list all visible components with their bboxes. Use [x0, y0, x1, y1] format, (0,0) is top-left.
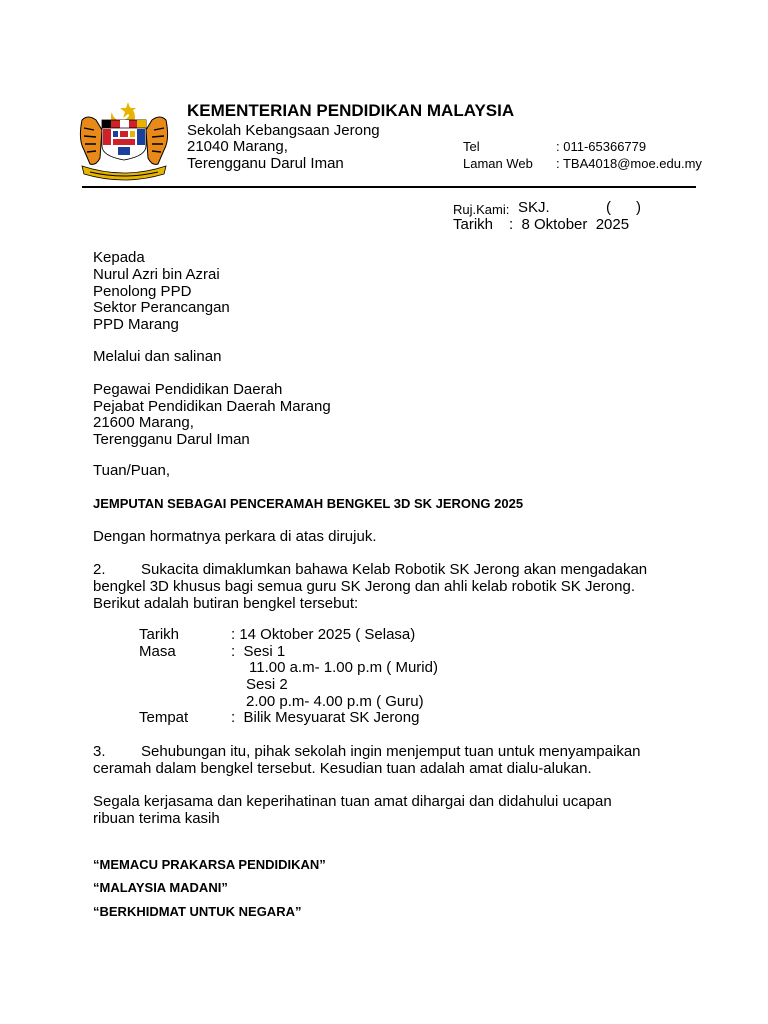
date-label: Tarikh — [453, 216, 494, 233]
detail-session-2: Sesi 2 — [246, 676, 288, 693]
detail-venue-label: Tempat — [139, 709, 189, 726]
closing-line-1: Segala kerjasama dan keperihatinan tuan amat dihargai dan didahului ucapan — [93, 793, 612, 810]
detail-date-label: Tarikh — [139, 626, 180, 643]
coat-of-arms-logo — [76, 98, 172, 190]
paragraph-1: Dengan hormatnya perkara di atas dirujuk. — [93, 528, 377, 545]
paragraph-2-number: 2. — [93, 561, 106, 578]
ref-label: Ruj.Kami: — [453, 202, 510, 217]
address-line-2: Terengganu Darul Iman — [187, 155, 344, 172]
detail-session-2-time: 2.00 p.m- 4.00 p.m ( Guru) — [246, 693, 424, 710]
slogan: “BERKHIDMAT UNTUK NEGARA” — [93, 904, 302, 919]
paragraph-3-line-1: Sehubungan itu, pihak sekolah ingin menjemput tuan untuk menyampaikan — [141, 743, 641, 760]
tel-value: : 011-65366779 — [556, 139, 647, 154]
recipient-line: Penolong PPD — [93, 283, 192, 300]
slogan: “MEMACU PRAKARSA PENDIDIKAN” — [93, 857, 326, 872]
detail-session-1: : Sesi 1 — [231, 643, 286, 660]
salutation: Tuan/Puan, — [93, 462, 170, 479]
letter-subject: JEMPUTAN SEBAGAI PENCERAMAH BENGKEL 3D SK JERONG 2025 — [93, 496, 524, 511]
detail-date-value: : 14 Oktober 2025 ( Selasa) — [231, 626, 416, 643]
letterhead-divider — [82, 186, 696, 188]
copy-to-line: Terengganu Darul Iman — [93, 431, 250, 448]
web-value: : TBA4018@moe.edu.my — [556, 156, 702, 171]
slogan: “MALAYSIA MADANI” — [93, 880, 228, 895]
copy-to-line: Pejabat Pendidikan Daerah Marang — [93, 398, 331, 415]
date-value: : 8 Oktober 2025 — [509, 216, 630, 233]
tel-label: Tel — [463, 139, 480, 154]
detail-session-1-time: 11.00 a.m- 1.00 p.m ( Murid) — [249, 659, 438, 676]
copy-to-line: Pegawai Pendidikan Daerah — [93, 381, 283, 398]
via-line: Melalui dan salinan — [93, 348, 222, 365]
ref-value: SKJ. — [518, 199, 550, 216]
paragraph-3-number: 3. — [93, 743, 106, 760]
recipient-line: Nurul Azri bin Azrai — [93, 266, 220, 283]
recipient-line: PPD Marang — [93, 316, 179, 333]
address-line-1: 21040 Marang, — [187, 138, 288, 155]
school-name: Sekolah Kebangsaan Jerong — [187, 122, 380, 139]
paragraph-2-line-2: bengkel 3D khusus bagi semua guru SK Jerong dan ahli kelab robotik SK Jerong. — [93, 578, 635, 595]
detail-venue-value: : Bilik Mesyuarat SK Jerong — [231, 709, 420, 726]
recipient-line: Kepada — [93, 249, 145, 266]
detail-time-label: Masa — [139, 643, 176, 660]
web-label: Laman Web — [463, 156, 533, 171]
paragraph-2-line-1: Sukacita dimaklumkan bahawa Kelab Robotik SK Jerong akan mengadakan — [141, 561, 648, 578]
paragraph-3-line-2: ceramah dalam bengkel tersebut. Kesudian tuan adalah amat dialu-alukan. — [93, 760, 592, 777]
recipient-line: Sektor Perancangan — [93, 299, 230, 316]
closing-line-2: ribuan terima kasih — [93, 810, 220, 827]
copy-to-line: 21600 Marang, — [93, 414, 194, 431]
paragraph-2-line-3: Berikut adalah butiran bengkel tersebut: — [93, 595, 359, 612]
ref-bracket: ( ) — [606, 199, 641, 216]
ministry-name: KEMENTERIAN PENDIDIKAN MALAYSIA — [187, 101, 515, 120]
